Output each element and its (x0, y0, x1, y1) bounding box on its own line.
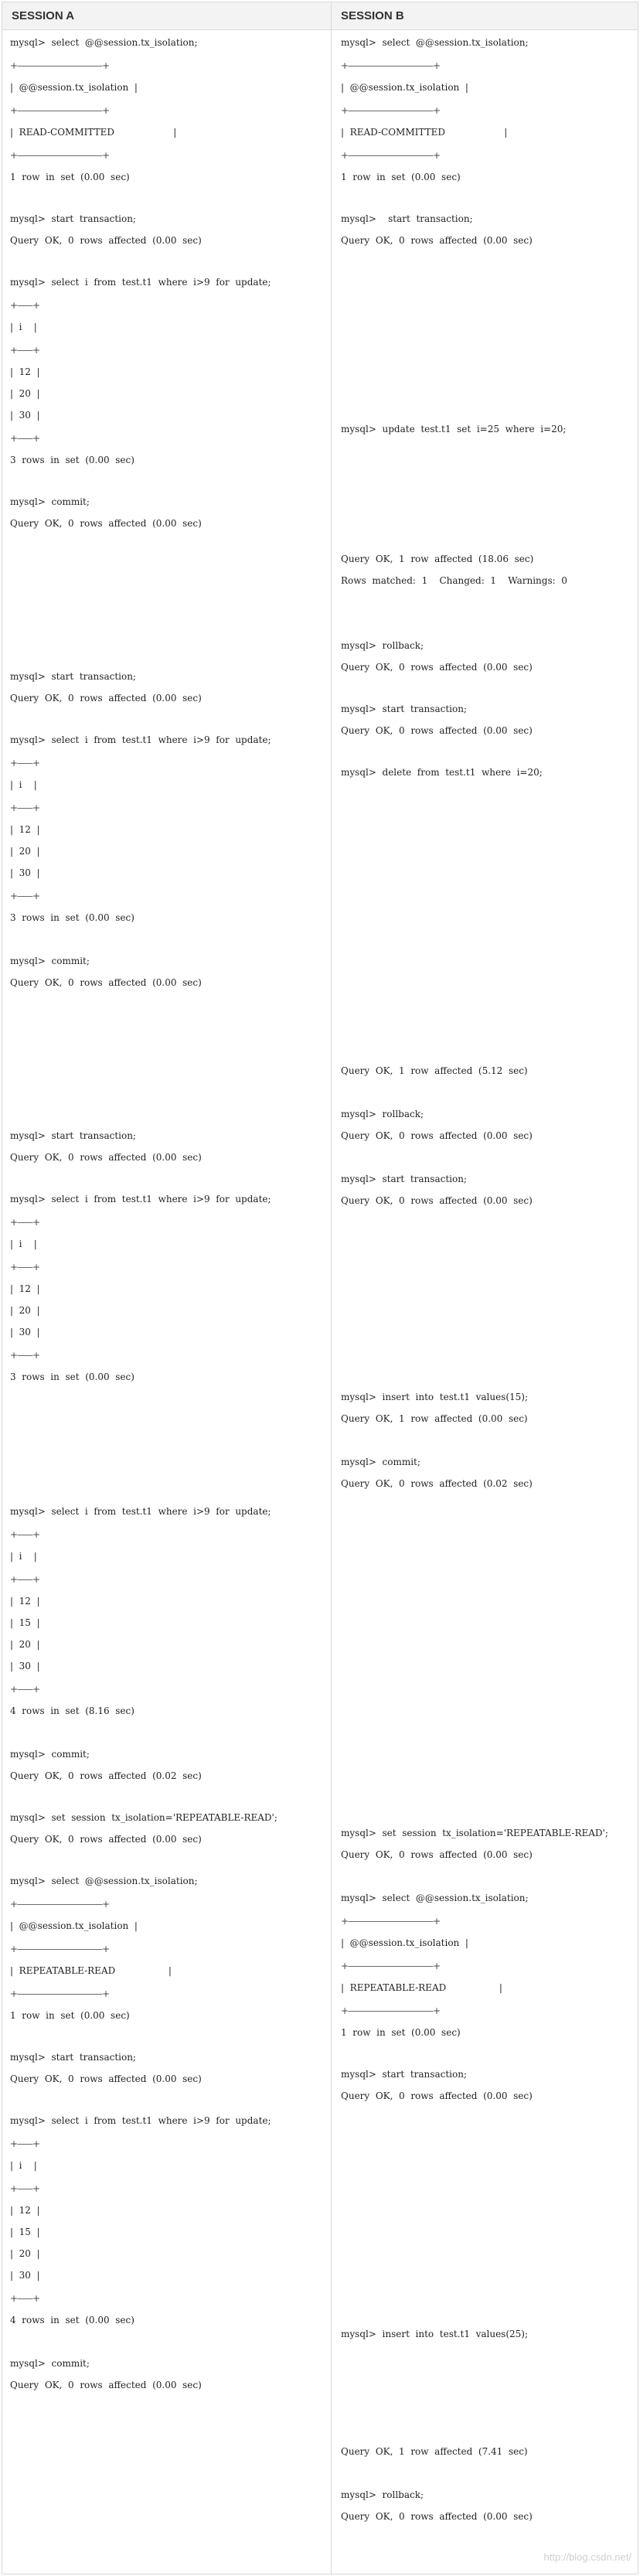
session-a-line-27: | 12 | (10, 824, 40, 835)
session-b-line-13: mysql> rollback; (341, 640, 424, 651)
session-a-line-35: Query OK, 0 rows affected (0.00 sec) (10, 1152, 202, 1163)
session-a-line-8: mysql> start transaction; (10, 213, 136, 224)
session-a-line-22: Query OK, 0 rows affected (0.00 sec) (10, 693, 202, 704)
session-a-line-15: | 20 | (10, 388, 40, 399)
session-a-line-61: | @@session.tx_isolation | (10, 1920, 138, 1931)
session-b-line-20: Query OK, 0 rows affected (0.00 sec) (341, 1130, 533, 1141)
session-a-line-28: | 20 | (10, 846, 40, 857)
session-a-line-57: mysql> set session tx_isolation='REPEATABLE-READ'; (10, 1812, 277, 1823)
session-a-line-49: | 12 | (10, 1596, 40, 1607)
session-a-line-40: | 12 | (10, 1283, 40, 1294)
session-a-line-21: mysql> start transaction; (10, 671, 136, 682)
session-b-line-15: mysql> start transaction; (341, 704, 467, 714)
session-a-line-55: mysql> commit; (10, 1749, 90, 1760)
session-a-line-24: +––––+ (10, 758, 40, 768)
session-b-line-29: mysql> select @@session.tx_isolation; (341, 1893, 529, 1903)
session-b-line-34: +––––––––––––––––––––––+ (341, 2005, 441, 2016)
session-b-line-24: Query OK, 1 row affected (0.00 sec) (341, 1413, 528, 1424)
session-b-line-39: Query OK, 1 row affected (7.41 sec) (341, 2446, 528, 2457)
session-a-line-12: | i | (10, 322, 37, 332)
session-a-line-58: Query OK, 0 rows affected (0.00 sec) (10, 1834, 202, 1845)
session-b-line-9: Query OK, 0 rows affected (0.00 sec) (341, 235, 533, 246)
session-a-line-56: Query OK, 0 rows affected (0.02 sec) (10, 1770, 202, 1781)
session-a-line-32: mysql> commit; (10, 956, 90, 966)
session-a-line-48: +––––+ (10, 1574, 40, 1585)
session-b-header: SESSION B (332, 2, 638, 30)
session-a-line-38: | i | (10, 1239, 37, 1249)
session-a-line-10: mysql> select i from test.t1 where i>9 for update; (10, 277, 271, 288)
session-b-line-40: mysql> rollback; (341, 2489, 424, 2500)
session-a-line-34: mysql> start transaction; (10, 1130, 136, 1141)
session-a-line-70: | i | (10, 2160, 37, 2171)
session-a-line-39: +––––+ (10, 1262, 40, 1273)
session-a-line-74: | 20 | (10, 2248, 40, 2259)
session-b-line-7: 1 row in set (0.00 sec) (341, 172, 461, 182)
session-a-line-64: +––––––––––––––––––––––+ (10, 1988, 110, 1999)
session-a-line-77: 4 rows in set (0.00 sec) (10, 2315, 134, 2326)
session-a-line-5: | READ-COMMITTED | (10, 127, 177, 138)
session-a-line-79: Query OK, 0 rows affected (0.00 sec) (10, 2380, 202, 2390)
session-b-line-14: Query OK, 0 rows affected (0.00 sec) (341, 662, 533, 673)
session-b-line-35: 1 row in set (0.00 sec) (341, 2027, 461, 2038)
session-b-line-41: Query OK, 0 rows affected (0.00 sec) (341, 2511, 533, 2522)
session-a-line-19: mysql> commit; (10, 496, 90, 507)
session-b-line-33: | REPEATABLE-READ | (341, 1982, 502, 1993)
session-a-line-51: | 20 | (10, 1639, 40, 1650)
session-b-line-11: Query OK, 1 row affected (18.06 sec) (341, 554, 534, 564)
session-a-column (2, 30, 332, 2574)
session-b-line-5: | READ-COMMITTED | (341, 127, 508, 138)
session-a-line-37: +––––+ (10, 1217, 40, 1228)
session-a-line-25: | i | (10, 779, 37, 790)
watermark: http://blog.csdn.net/ (543, 2551, 631, 2563)
session-a-line-26: +––––+ (10, 802, 40, 813)
session-b-line-21: mysql> start transaction; (341, 1174, 467, 1184)
session-a-line-42: | 30 | (10, 1327, 40, 1337)
session-a-line-78: mysql> commit; (10, 2358, 90, 2369)
session-b-line-30: +––––––––––––––––––––––+ (341, 1916, 441, 1927)
session-a-line-76: +––––+ (10, 2293, 40, 2304)
session-b-line-28: Query OK, 0 rows affected (0.00 sec) (341, 1849, 533, 1860)
session-a-line-2: +––––––––––––––––––––––+ (10, 60, 110, 71)
session-a-line-52: | 30 | (10, 1661, 40, 1671)
session-b-line-32: +––––––––––––––––––––––+ (341, 1961, 441, 1971)
session-a-line-62: +––––––––––––––––––––––+ (10, 1944, 110, 1954)
session-b-line-8: mysql> start transaction; (341, 213, 473, 224)
session-a-line-6: +––––––––––––––––––––––+ (10, 150, 110, 161)
session-comparison-table (2, 2, 638, 2574)
session-a-line-67: Query OK, 0 rows affected (0.00 sec) (10, 2073, 202, 2084)
session-b-line-4: +––––––––––––––––––––––+ (341, 105, 441, 116)
session-b-line-17: mysql> delete from test.t1 where i=20; (341, 767, 543, 778)
session-b-line-3: | @@session.tx_isolation | (341, 82, 468, 93)
session-a-line-31: 3 rows in set (0.00 sec) (10, 912, 134, 923)
session-a-line-63: | REPEATABLE-READ | (10, 1965, 172, 1976)
session-a-line-9: Query OK, 0 rows affected (0.00 sec) (10, 235, 202, 246)
session-a-line-50: | 15 | (10, 1617, 40, 1628)
session-a-line-73: | 15 | (10, 2227, 40, 2237)
session-a-line-20: Query OK, 0 rows affected (0.00 sec) (10, 518, 202, 529)
session-a-line-59: mysql> select @@session.tx_isolation; (10, 1876, 198, 1886)
session-a-line-41: | 20 | (10, 1305, 40, 1316)
session-a-line-75: | 30 | (10, 2270, 40, 2281)
session-a-line-45: mysql> select i from test.t1 where i>9 for update; (10, 1506, 271, 1517)
session-b-line-6: +––––––––––––––––––––––+ (341, 150, 441, 161)
session-b-line-36: mysql> start transaction; (341, 2069, 467, 2080)
session-b-line-16: Query OK, 0 rows affected (0.00 sec) (341, 725, 533, 736)
session-a-line-18: 3 rows in set (0.00 sec) (10, 455, 134, 465)
session-b-line-18: Query OK, 1 row affected (5.12 sec) (341, 1065, 528, 1076)
session-b-line-12: Rows matched: 1 Changed: 1 Warnings: 0 (341, 575, 567, 586)
session-a-line-53: +––––+ (10, 1684, 40, 1695)
session-a-line-17: +––––+ (10, 433, 40, 444)
session-b-line-10: mysql> update test.t1 set i=25 where i=20; (341, 424, 567, 434)
session-b-line-38: mysql> insert into test.t1 values(25); (341, 2329, 529, 2339)
session-b-line-37: Query OK, 0 rows affected (0.00 sec) (341, 2090, 533, 2101)
session-a-line-11: +––––+ (10, 300, 40, 311)
session-b-line-19: mysql> rollback; (341, 1109, 424, 1119)
session-b-line-1: mysql> select @@session.tx_isolation; (341, 37, 529, 48)
session-a-line-66: mysql> start transaction; (10, 2052, 136, 2063)
session-a-line-72: | 12 | (10, 2205, 40, 2216)
session-a-line-43: +––––+ (10, 1350, 40, 1361)
session-a-line-1: mysql> select @@session.tx_isolation; (10, 37, 198, 48)
session-a-line-33: Query OK, 0 rows affected (0.00 sec) (10, 977, 202, 988)
session-a-line-47: | i | (10, 1551, 37, 1562)
session-a-line-54: 4 rows in set (8.16 sec) (10, 1705, 134, 1716)
session-a-line-71: +––––+ (10, 2183, 40, 2194)
session-b-line-31: | @@session.tx_isolation | (341, 1937, 468, 1948)
session-b-line-26: Query OK, 0 rows affected (0.02 sec) (341, 1478, 533, 1489)
session-b-line-25: mysql> commit; (341, 1457, 420, 1467)
session-a-line-65: 1 row in set (0.00 sec) (10, 2010, 130, 2021)
session-a-line-29: | 30 | (10, 867, 40, 878)
session-a-line-3: | @@session.tx_isolation | (10, 82, 138, 93)
session-a-header: SESSION A (2, 2, 332, 30)
session-a-line-44: 3 rows in set (0.00 sec) (10, 1371, 134, 1382)
session-a-line-23: mysql> select i from test.t1 where i>9 for update; (10, 734, 271, 745)
session-a-line-16: | 30 | (10, 410, 40, 421)
session-a-line-7: 1 row in set (0.00 sec) (10, 172, 130, 182)
session-a-line-13: +––––+ (10, 345, 40, 356)
session-b-line-27: mysql> set session tx_isolation='REPEATABLE-READ'; (341, 1828, 608, 1838)
session-a-line-60: +––––––––––––––––––––––+ (10, 1899, 110, 1910)
session-a-line-36: mysql> select i from test.t1 where i>9 for update; (10, 1194, 271, 1205)
session-a-line-68: mysql> select i from test.t1 where i>9 for update; (10, 2115, 271, 2126)
session-b-column (332, 30, 638, 2574)
session-a-line-46: +––––+ (10, 1529, 40, 1540)
session-a-line-69: +––––+ (10, 2138, 40, 2149)
session-b-line-23: mysql> insert into test.t1 values(15); (341, 1392, 529, 1402)
session-a-line-4: +––––––––––––––––––––––+ (10, 105, 110, 116)
session-a-line-14: | 12 | (10, 366, 40, 377)
session-b-line-2: +––––––––––––––––––––––+ (341, 60, 441, 71)
session-b-line-22: Query OK, 0 rows affected (0.00 sec) (341, 1195, 533, 1206)
session-a-line-30: +––––+ (10, 891, 40, 901)
